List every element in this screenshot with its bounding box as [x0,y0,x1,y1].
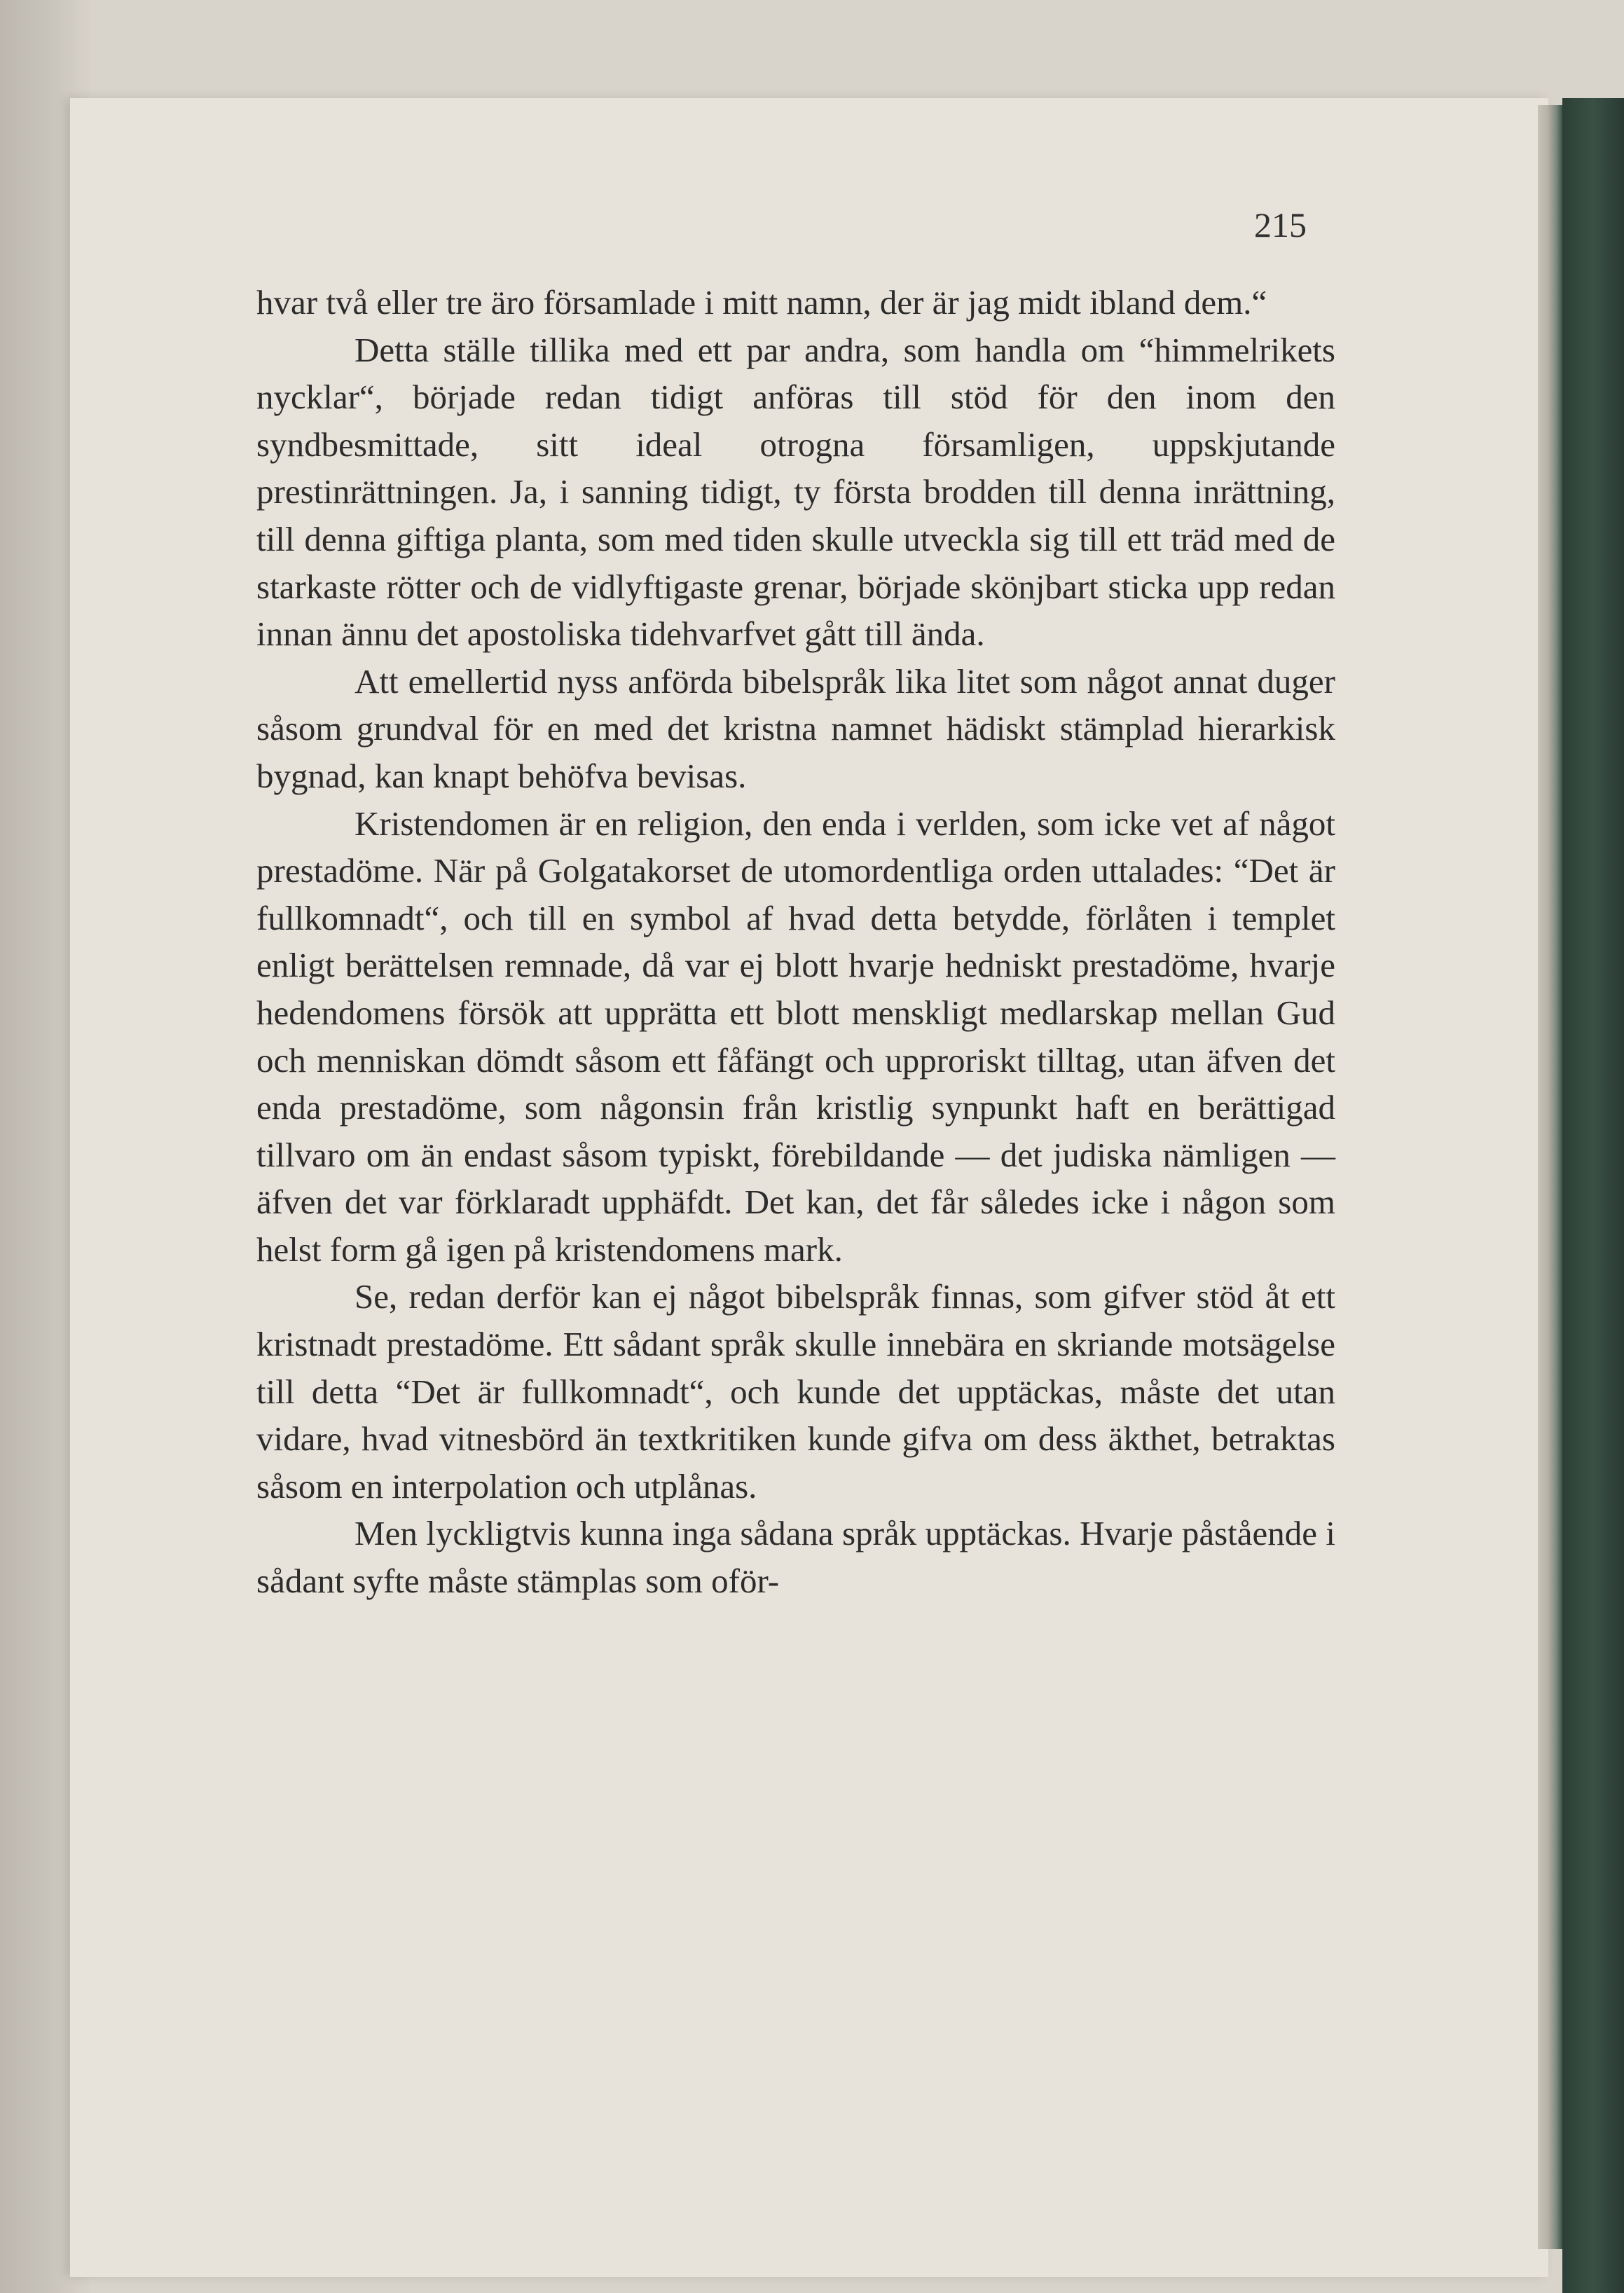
paragraph: Men lyckligtvis kunna inga sådana språk upptäckas. Hvarje påstående i sådant syfte måste stämplas som oför- [256,1514,1335,1601]
book-cover-edge [1562,98,1624,2293]
page-edge [1538,105,1562,2249]
paragraph: Detta ställe tillika med ett par andra, som handla om “himmelrikets nycklar“, började redan tidigt anföras till stöd för den inom den syndbesmittade, sitt ideal otrogna församligen, uppskjutande prestinrättningen. Ja, i sanning tidigt, ty första brodden till denna inrättning, till denna giftiga planta, som med tiden skulle utveckla sig till ett träd med de starkaste rötter och de vidlyftigaste grenar, började skönjbart sticka upp redan innan ännu det apostoliska tidehvarfvet gått till ända. [256,330,1335,654]
paragraph: Att emellertid nyss anförda bibelspråk lika litet som något annat duger såsom grundval för en med det kristna namnet hädiskt stämplad hierarkisk bygnad, kan knapt behöfva bevisas. [256,661,1335,795]
page-number: 215 [1254,205,1307,245]
paragraph: Se, redan derför kan ej något bibelspråk finnas, som gifver stöd åt ett kristnadt prestadöme. Ett sådant språk skulle innebära en skriande motsägelse till detta “Det är fullkomnadt“, och kunde det upptäckas, måste det utan vidare, hvad vitnesbörd än textkritiken kunde gifva om dess äkthet, betraktas såsom en interpolation och utplånas. [256,1277,1335,1506]
paragraph-continuation: hvar två eller tre äro församlade i mitt namn, der är jag midt ibland dem.“ [256,283,1267,322]
body-text [256,279,1335,1605]
paragraph: Kristendomen är en religion, den enda i verlden, som icke vet af något prestadöme. När på Golgatakorset de utomordentliga orden uttalades: “Det är fullkomnadt“, och till en symbol af hvad detta betydde, förlåten i templet enligt berättelsen remnade, då var ej blott hvarje hedniskt prestadöme, hvarje hedendomens försök att upprätta ett blott menskligt medlarskap mellan Gud och menniskan dömdt såsom ett fåfängt och upproriskt tilltag, utan äfven det enda prestadöme, som någonsin från kristlig synpunkt haft en berättigad tillvaro om än endast såsom typiskt, förebildande — det judiska nämligen — äfven det var förklaradt upphäfdt. Det kan, det får således icke i någon som helst form gå igen på kristendomens mark. [256,804,1335,1269]
